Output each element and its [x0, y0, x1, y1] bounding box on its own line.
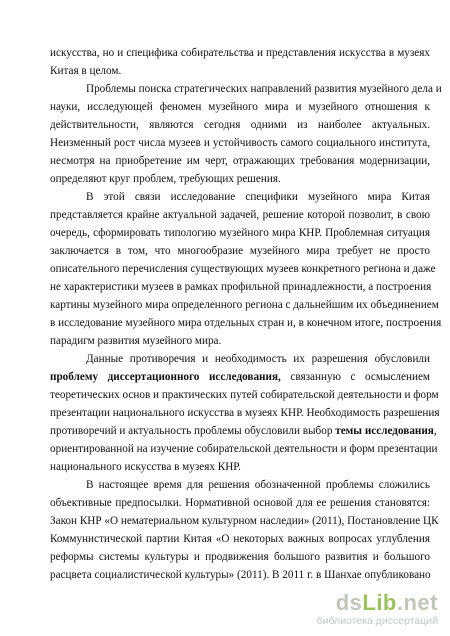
text-line: презентации национального искусства в музеях КНР. Необходимость разрешения [50, 407, 440, 419]
bold-research-problem: проблему диссертационного исследования, [50, 371, 281, 383]
text-line: заключается в том, что многообразие музейного мира требует не просто [50, 245, 430, 257]
text-line: Китая в целом. [50, 65, 122, 77]
text-line: объективные предпосылки. Нормативной основой для ее решения становятся: [50, 497, 430, 509]
text-line: представляется крайне актуальной задачей, решение которой позволит, в свою [50, 209, 430, 221]
text-line: Закон КНР «О нематериальном культурном наследии» (2011), Постановление ЦК [50, 515, 439, 527]
logo-text: ds [335, 590, 363, 615]
text-fragment: противоречий и актуальность проблемы обусловили выбор [50, 425, 333, 437]
text-line: теоретических основ и практических путей собирательской деятельности и форм [50, 389, 439, 401]
watermark-caption: библиотека диссертаций [316, 615, 438, 627]
text-line: В этой связи исследование специфики музейного мира Китая [86, 191, 430, 203]
dslib-logo [336, 590, 438, 616]
text-line: несмотря на приобретение им черт, отражающих требования модернизации, [50, 155, 430, 167]
dslib-watermark [308, 590, 438, 630]
text-line: науки, исследующей феномен музейного мира и музейного отношения к [50, 101, 430, 113]
text-line: действительности, являются сегодня одними из наиболее актуальных. [50, 119, 430, 131]
text-line: расцвета социалистической культуры» (2011). В 2011 г. в Шанхае опубликовано [50, 569, 431, 581]
logo-text: Lib [362, 590, 397, 615]
text-line: ориентированной на изучение собирательской деятельности и форм презентации [50, 443, 438, 455]
text-line-with-bold [50, 371, 430, 383]
text-line: Проблемы поиска стратегических направлений развития музейного дела и [86, 83, 442, 95]
text-line: национального искусства в музеях КНР. [50, 461, 241, 473]
text-line: Неизменный рост числа музеев и устойчивость самого социального института, [50, 137, 430, 149]
text-line: парадигм развития музейного мира. [50, 335, 222, 347]
text-line: Данные противоречия и необходимость их разрешения обусловили [86, 353, 430, 365]
text-line: описательного перечисления существующих музеев конкретного региона и даже [50, 263, 436, 275]
text-line: не характеристики музеев в рамках профильной принадлежности, а построения [50, 281, 432, 293]
bold-research-topic: темы исследования [335, 425, 434, 437]
text-line: Коммунистической партии Китая «О некоторых важных вопросах углубления [50, 533, 430, 545]
text-line: картины музейного мира определенного региона с дальнейшим их объединением [50, 299, 439, 311]
text-line-with-bold [50, 425, 437, 437]
text-line: реформы системы культуры и продвижения большого развития и большого [50, 551, 430, 563]
text-line: очередь, сформировать типологию музейного мира КНР. Проблемная ситуация [50, 227, 430, 239]
text-line: в исследование музейного мира отдельных стран и, в конечном итоге, построения [50, 317, 442, 329]
text-line: В настоящее время для решения обозначенной проблемы сложились [86, 479, 430, 491]
text-fragment: связанную с осмыслением [290, 371, 430, 383]
logo-text: .net [396, 590, 438, 615]
text-line: искусства, но и специфика собирательства и представления искусства в музеях [50, 47, 430, 59]
text-line: определяют круг проблем, требующих решения. [50, 173, 281, 185]
text-fragment: , [433, 425, 437, 437]
